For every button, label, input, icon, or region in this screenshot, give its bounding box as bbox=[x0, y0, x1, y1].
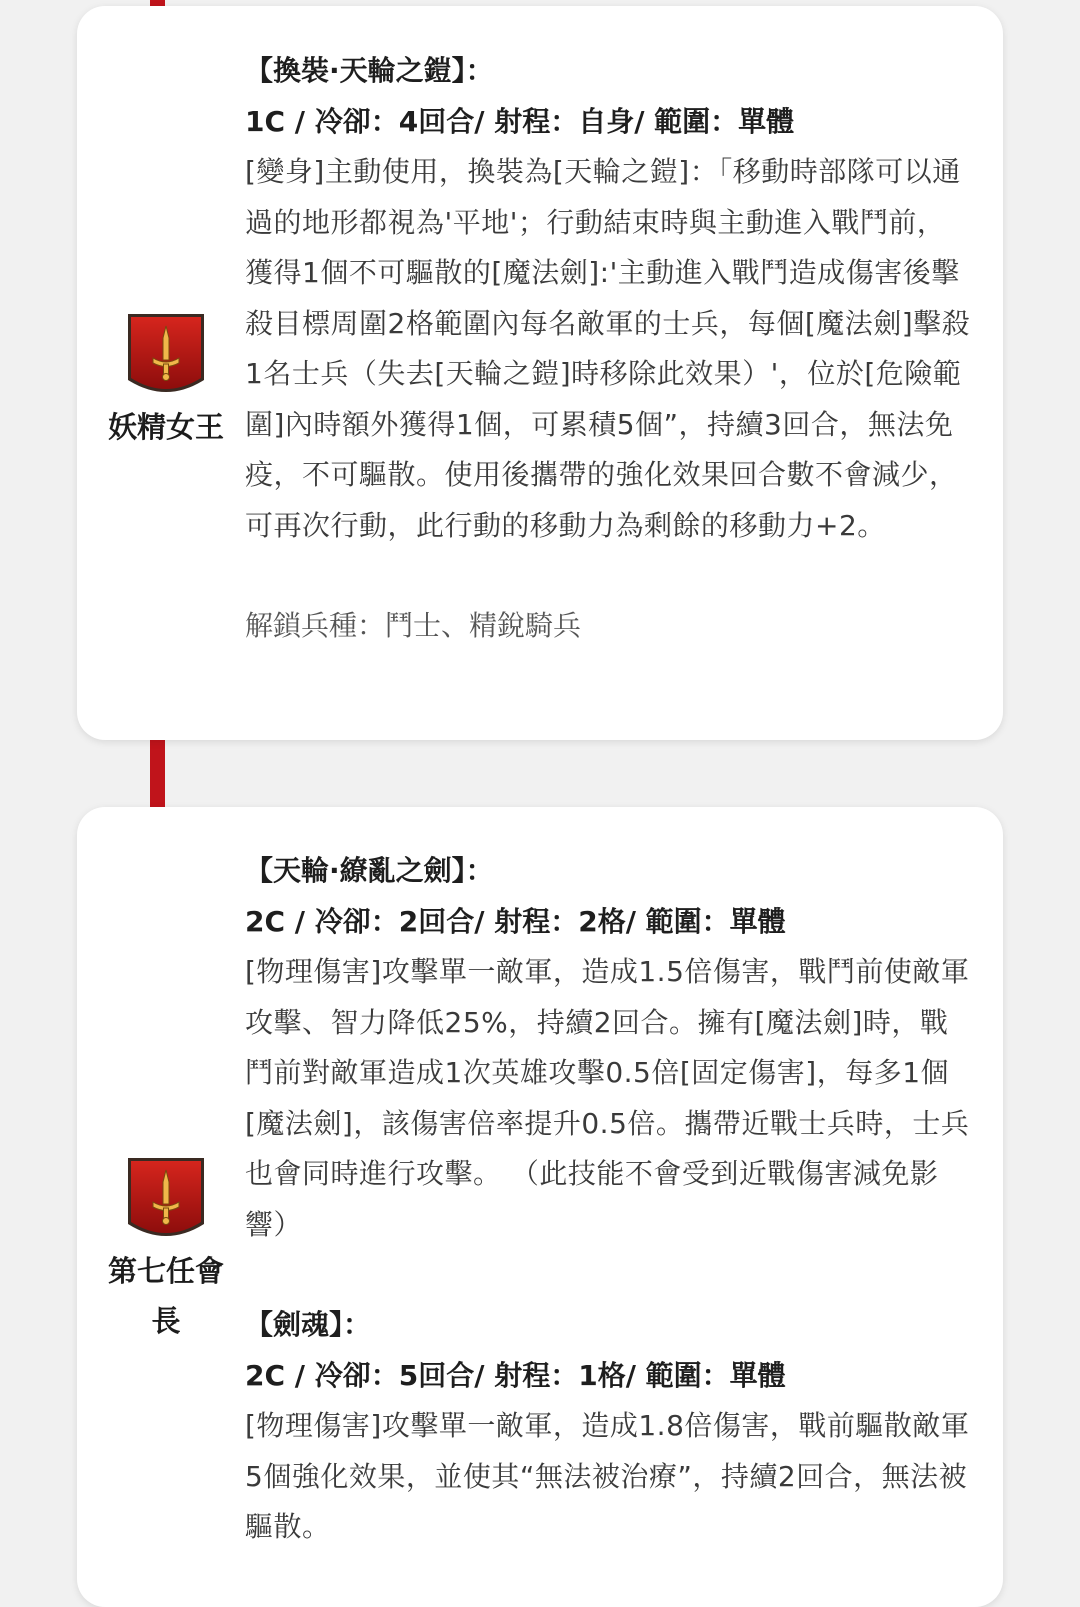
skill-description: [物理傷害]攻擊單一敵軍，造成1.8倍傷害，戰前驅散敵軍5個強化效果，並使其“無法被治療”，持續2回合，無法被驅散。 bbox=[245, 1409, 970, 1543]
skill-content bbox=[245, 846, 973, 1553]
skill-stats: 2C / 冷卻：5回合/ 射程：1格/ 範圍：單體 bbox=[245, 1358, 786, 1392]
skill-title: 【換裝·天輪之鎧】： bbox=[245, 54, 494, 87]
unlock-text: 解鎖兵種：鬥士、精銳騎兵 bbox=[245, 609, 582, 642]
sword-emblem-icon bbox=[125, 308, 207, 400]
character-block bbox=[104, 308, 228, 452]
skill-content bbox=[245, 46, 973, 652]
skill-description: [物理傷害]攻擊單一敵軍，造成1.5倍傷害，戰鬥前使敵軍攻擊、智力降低25%，持續2回合。擁有[魔法劍]時，戰鬥前對敵軍造成1次英雄攻擊0.5倍[固定傷害]，每多1個[魔法劍]，該傷害倍率提升0.5倍。攜帶近戰士兵時，士兵也會同時進行攻擊。 （此技能不會受到近戰傷害減免影響） bbox=[245, 955, 970, 1241]
character-name: 妖精女王 bbox=[107, 410, 224, 444]
skill-description: [變身]主動使用，換裝為[天輪之鎧]：「移動時部隊可以通過的地形都視為'平地'；行動結束時與主動進入戰鬥前，獲得1個不可驅散的[魔法劍]:'主動進入戰鬥造成傷害後擊殺目標周圍2格範圍內每名敵軍的士兵，每個[魔法劍]擊殺1名士兵（失去[天輪之鎧]時移除此效果）'，位於[危險範圍]內時額外獲得1個，可累積5個”，持續3回合，無法免疫，不可驅散。使用後攜帶的強化效果回合數不會減少，可再次行動，此行動的移動力為剩餘的移動力+2。 bbox=[245, 155, 971, 542]
skill-title: 【劍魂】： bbox=[245, 1308, 372, 1341]
skill-stats: 1C / 冷卻：4回合/ 射程：自身/ 範圍：單體 bbox=[245, 104, 795, 138]
skill-stats: 2C / 冷卻：2回合/ 射程：2格/ 範圍：單體 bbox=[245, 904, 786, 938]
character-block bbox=[104, 1152, 228, 1346]
skill-title: 【天輪·繚亂之劍】： bbox=[245, 854, 494, 887]
sword-emblem-icon bbox=[125, 1152, 207, 1244]
timeline-connector bbox=[150, 740, 165, 808]
skill-card bbox=[77, 6, 1003, 740]
character-name: 第七任會長 bbox=[107, 1254, 224, 1338]
